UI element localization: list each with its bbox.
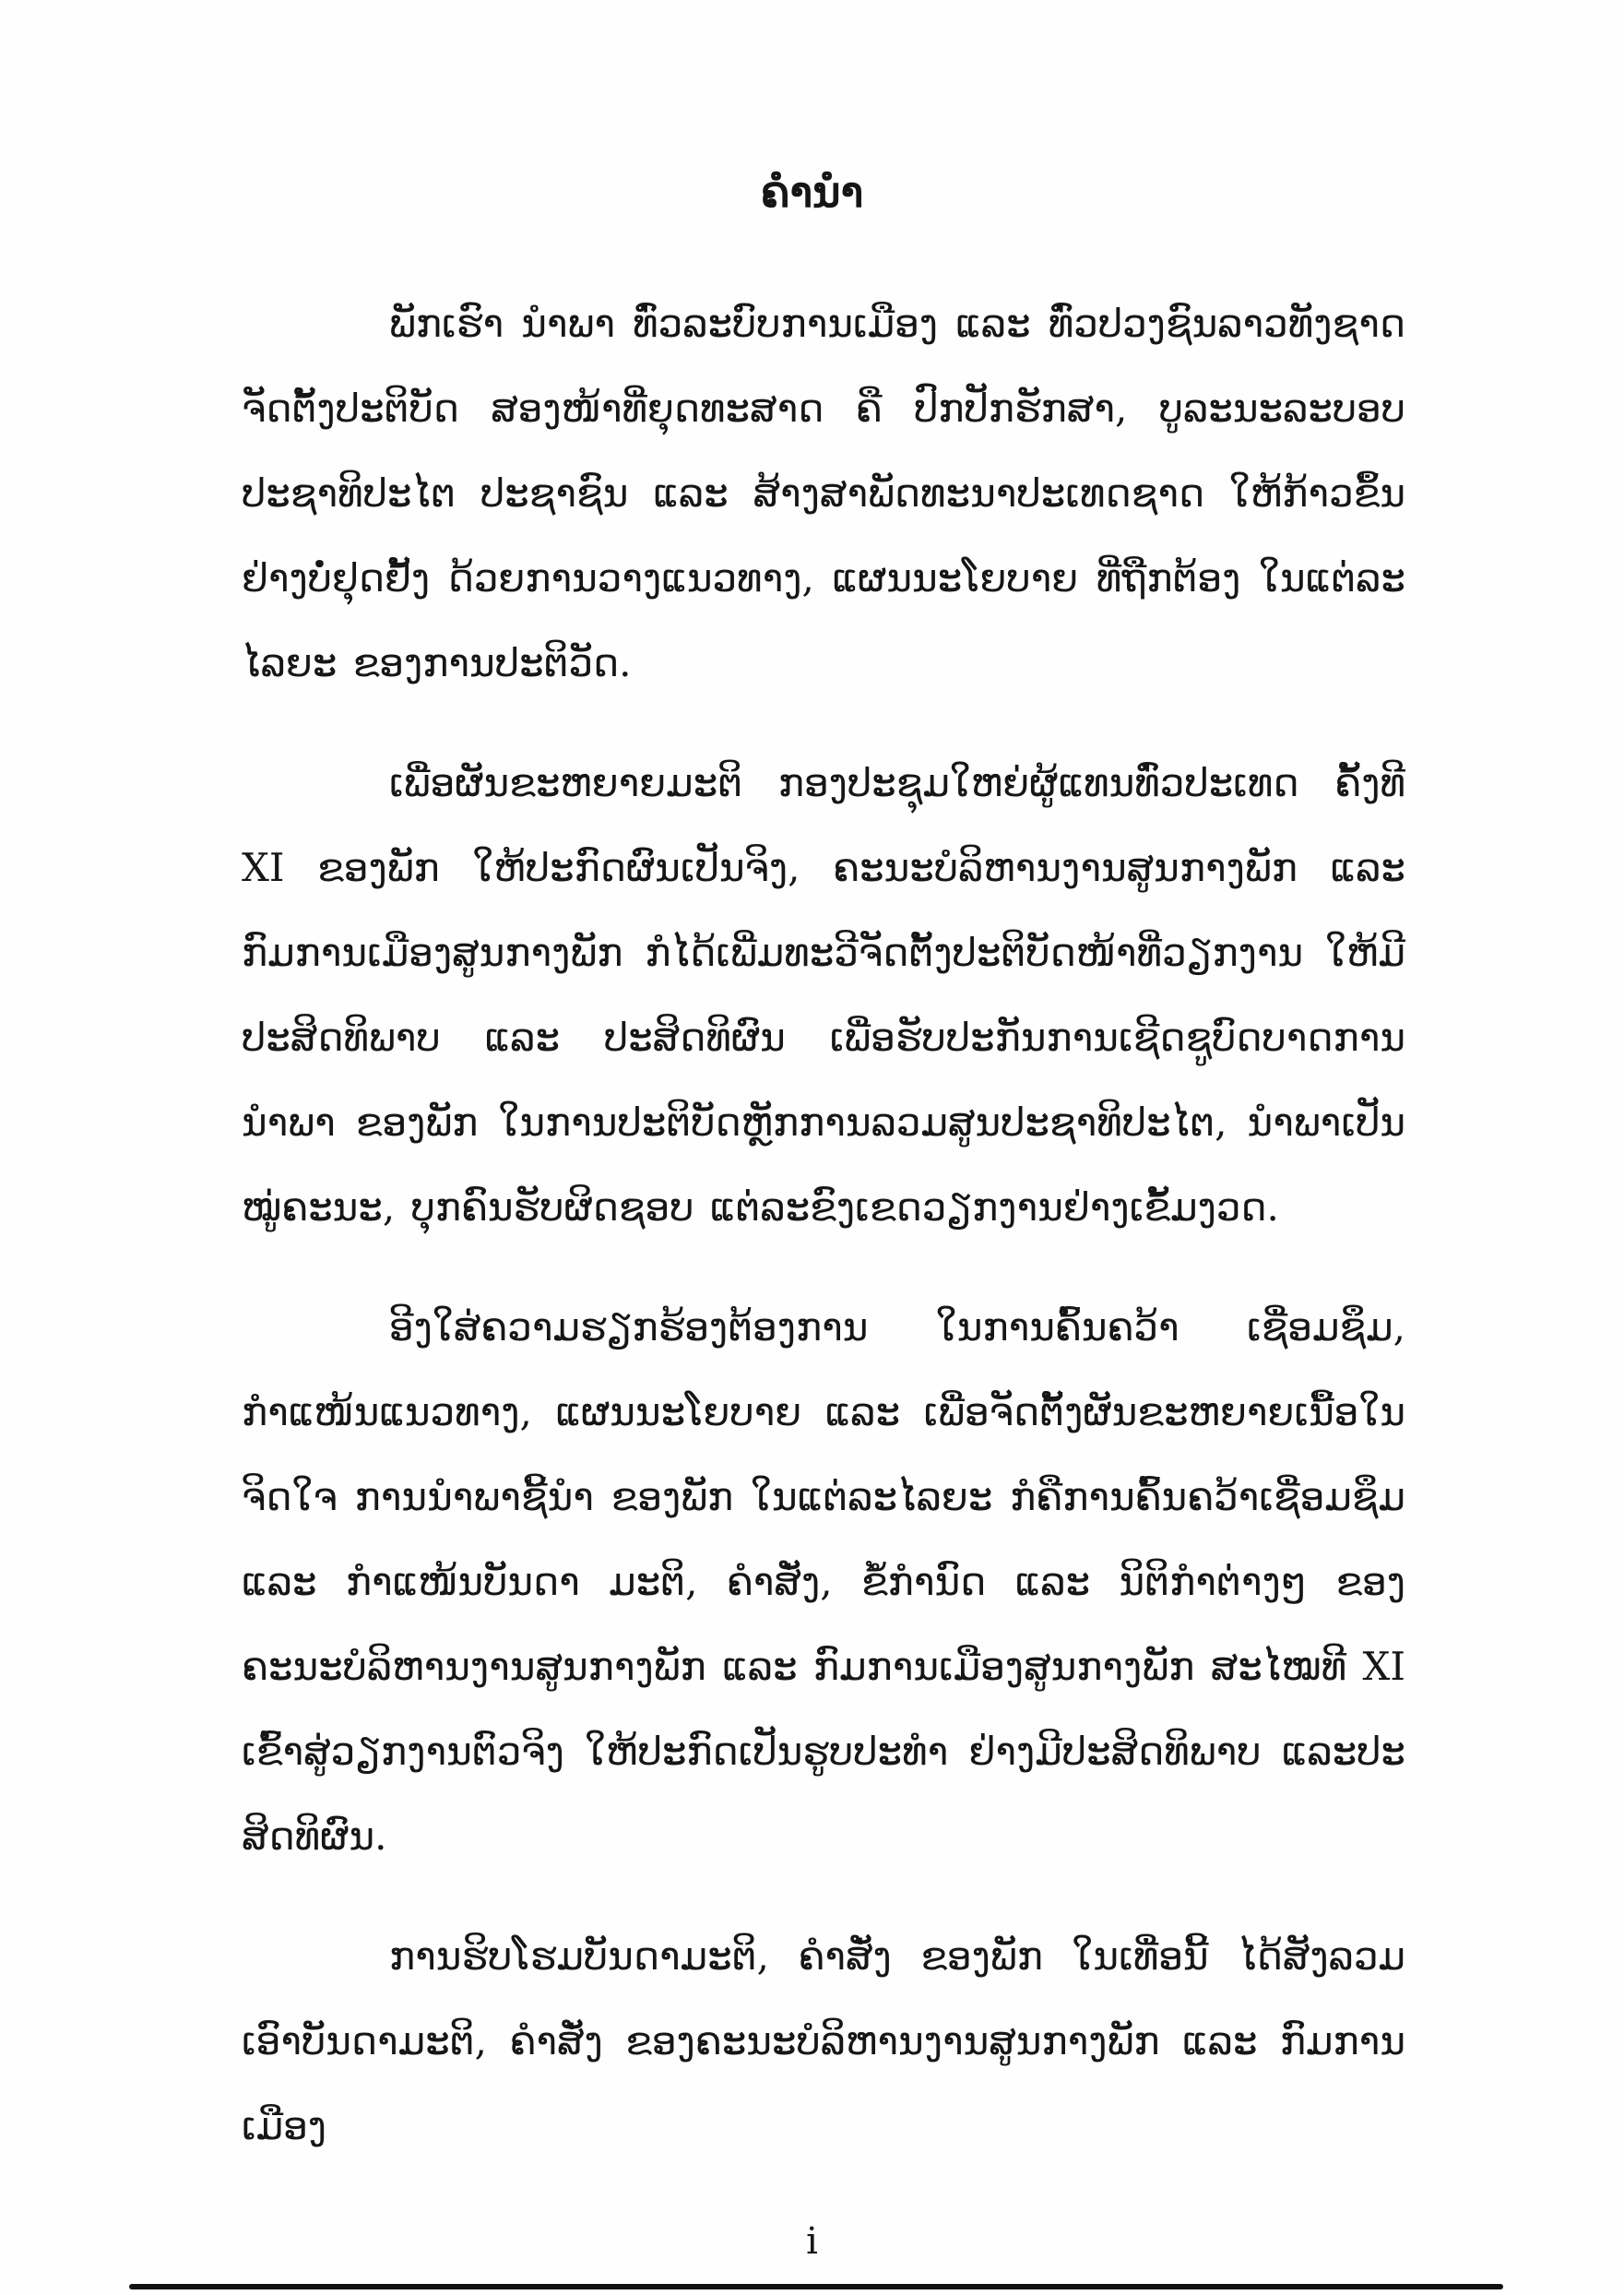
page-title: ຄຳນຳ bbox=[760, 167, 864, 217]
page-number: i bbox=[806, 2220, 818, 2263]
page-bottom-edge bbox=[129, 2284, 1503, 2289]
paragraph-2: ເພື່ອຜັນຂະຫຍາຍມະຕິ ກອງປະຊຸມໃຫຍ່ຜູ້ແທນທົ່ວປະເທດ ຄັ້ງທີ XI ຂອງພັກ ໃຫ້ປະກົດຜົນເປັນຈິງ, ຄະນະບໍລິຫານງານສູນກາງພັກ ແລະ ກົມການເມືອງສູນກາງພັກ ກໍໄດ້ເພີ່ມທະວີຈັດຕັ້ງປະຕິບັດໜ້າທີ່ວຽກງານ ໃຫ້ມີປະສິດທິພາບ ແລະ ປະສິດທິຜົນ ເພື່ອຮັບປະກັນການເຊີດຊູບົດບາດການນຳພາ ຂອງພັກ ໃນການປະຕິບັດຫຼັກການລວມສູນປະຊາທິປະໄຕ, ນຳພາເປັນໝູ່ຄະນະ, ບຸກຄົນຮັບຜິດຊອບ ແຕ່ລະຂົງເຂດວຽກງານຢ່າງເຂັ້ມງວດ. bbox=[242, 760, 1405, 1230]
paragraph-1: ພັກເຮົາ ນຳພາ ທົ່ວລະບົບການເມືອງ ແລະ ທົ່ວປວງຊົນລາວທັງຊາດ ຈັດຕັ້ງປະຕິບັດ ສອງໜ້າທີ່ຍຸດທະສາດ ຄື ປົກປັກຮັກສາ, ບູລະນະລະບອບປະຊາທິປະໄຕ ປະຊາຊົນ ແລະ ສ້າງສາພັດທະນາປະເທດຊາດ ໃຫ້ກ້າວຂຶ້ນຢ່າງບໍ່ຢຸດຢັ້ງ ດ້ວຍການວາງແນວທາງ, ແຜນນະໂຍບາຍ ທີ່ຖືກຕ້ອງ ໃນແຕ່ລະໄລຍະ ຂອງການປະຕິວັດ. bbox=[242, 301, 1405, 685]
paragraph-3: ອີງໃສ່ຄວາມຮຽກຮ້ອງຕ້ອງການ ໃນການຄົ້ນຄວ້າ ເຊື່ອມຊຶມ, ກຳແໜ້ນແນວທາງ, ແຜນນະໂຍບາຍ ແລະ ເພື່ອຈັດຕັ້ງຜັນຂະຫຍາຍເນື້ອໃນຈິດໃຈ ການນຳພາຊີ້ນຳ ຂອງພັກ ໃນແຕ່ລະໄລຍະ ກໍຄືການຄົ້ນຄວ້າເຊື່ອມຊຶມ ແລະ ກຳແໜ້ນບັນດາ ມະຕິ, ຄຳສັ່ງ, ຂໍ້ກຳນົດ ແລະ ນິຕິກຳຕ່າງໆ ຂອງຄະນະບໍລິຫານງານສູນກາງພັກ ແລະ ກົມການເມືອງສູນກາງພັກ ສະໄໝທີ XI ເຂົ້າສູ່ວຽກງານຕົວຈິງ ໃຫ້ປະກົດເປັນຮູບປະທຳ ຢ່າງມີປະສິດທິພາບ ແລະປະສິດທິຜົນ. bbox=[242, 1304, 1405, 1859]
body-text bbox=[242, 281, 1405, 2169]
paragraph-4: ການຮິບໂຮມບັນດາມະຕິ, ຄຳສັ່ງ ຂອງພັກ ໃນເທື່ອນີ້ ໄດ້ສັງລວມເອົາບັນດາມະຕິ, ຄຳສັ່ງ ຂອງຄະນະບໍລິຫານງານສູນກາງພັກ ແລະ ກົມການເມືອງ bbox=[242, 1933, 1405, 2148]
